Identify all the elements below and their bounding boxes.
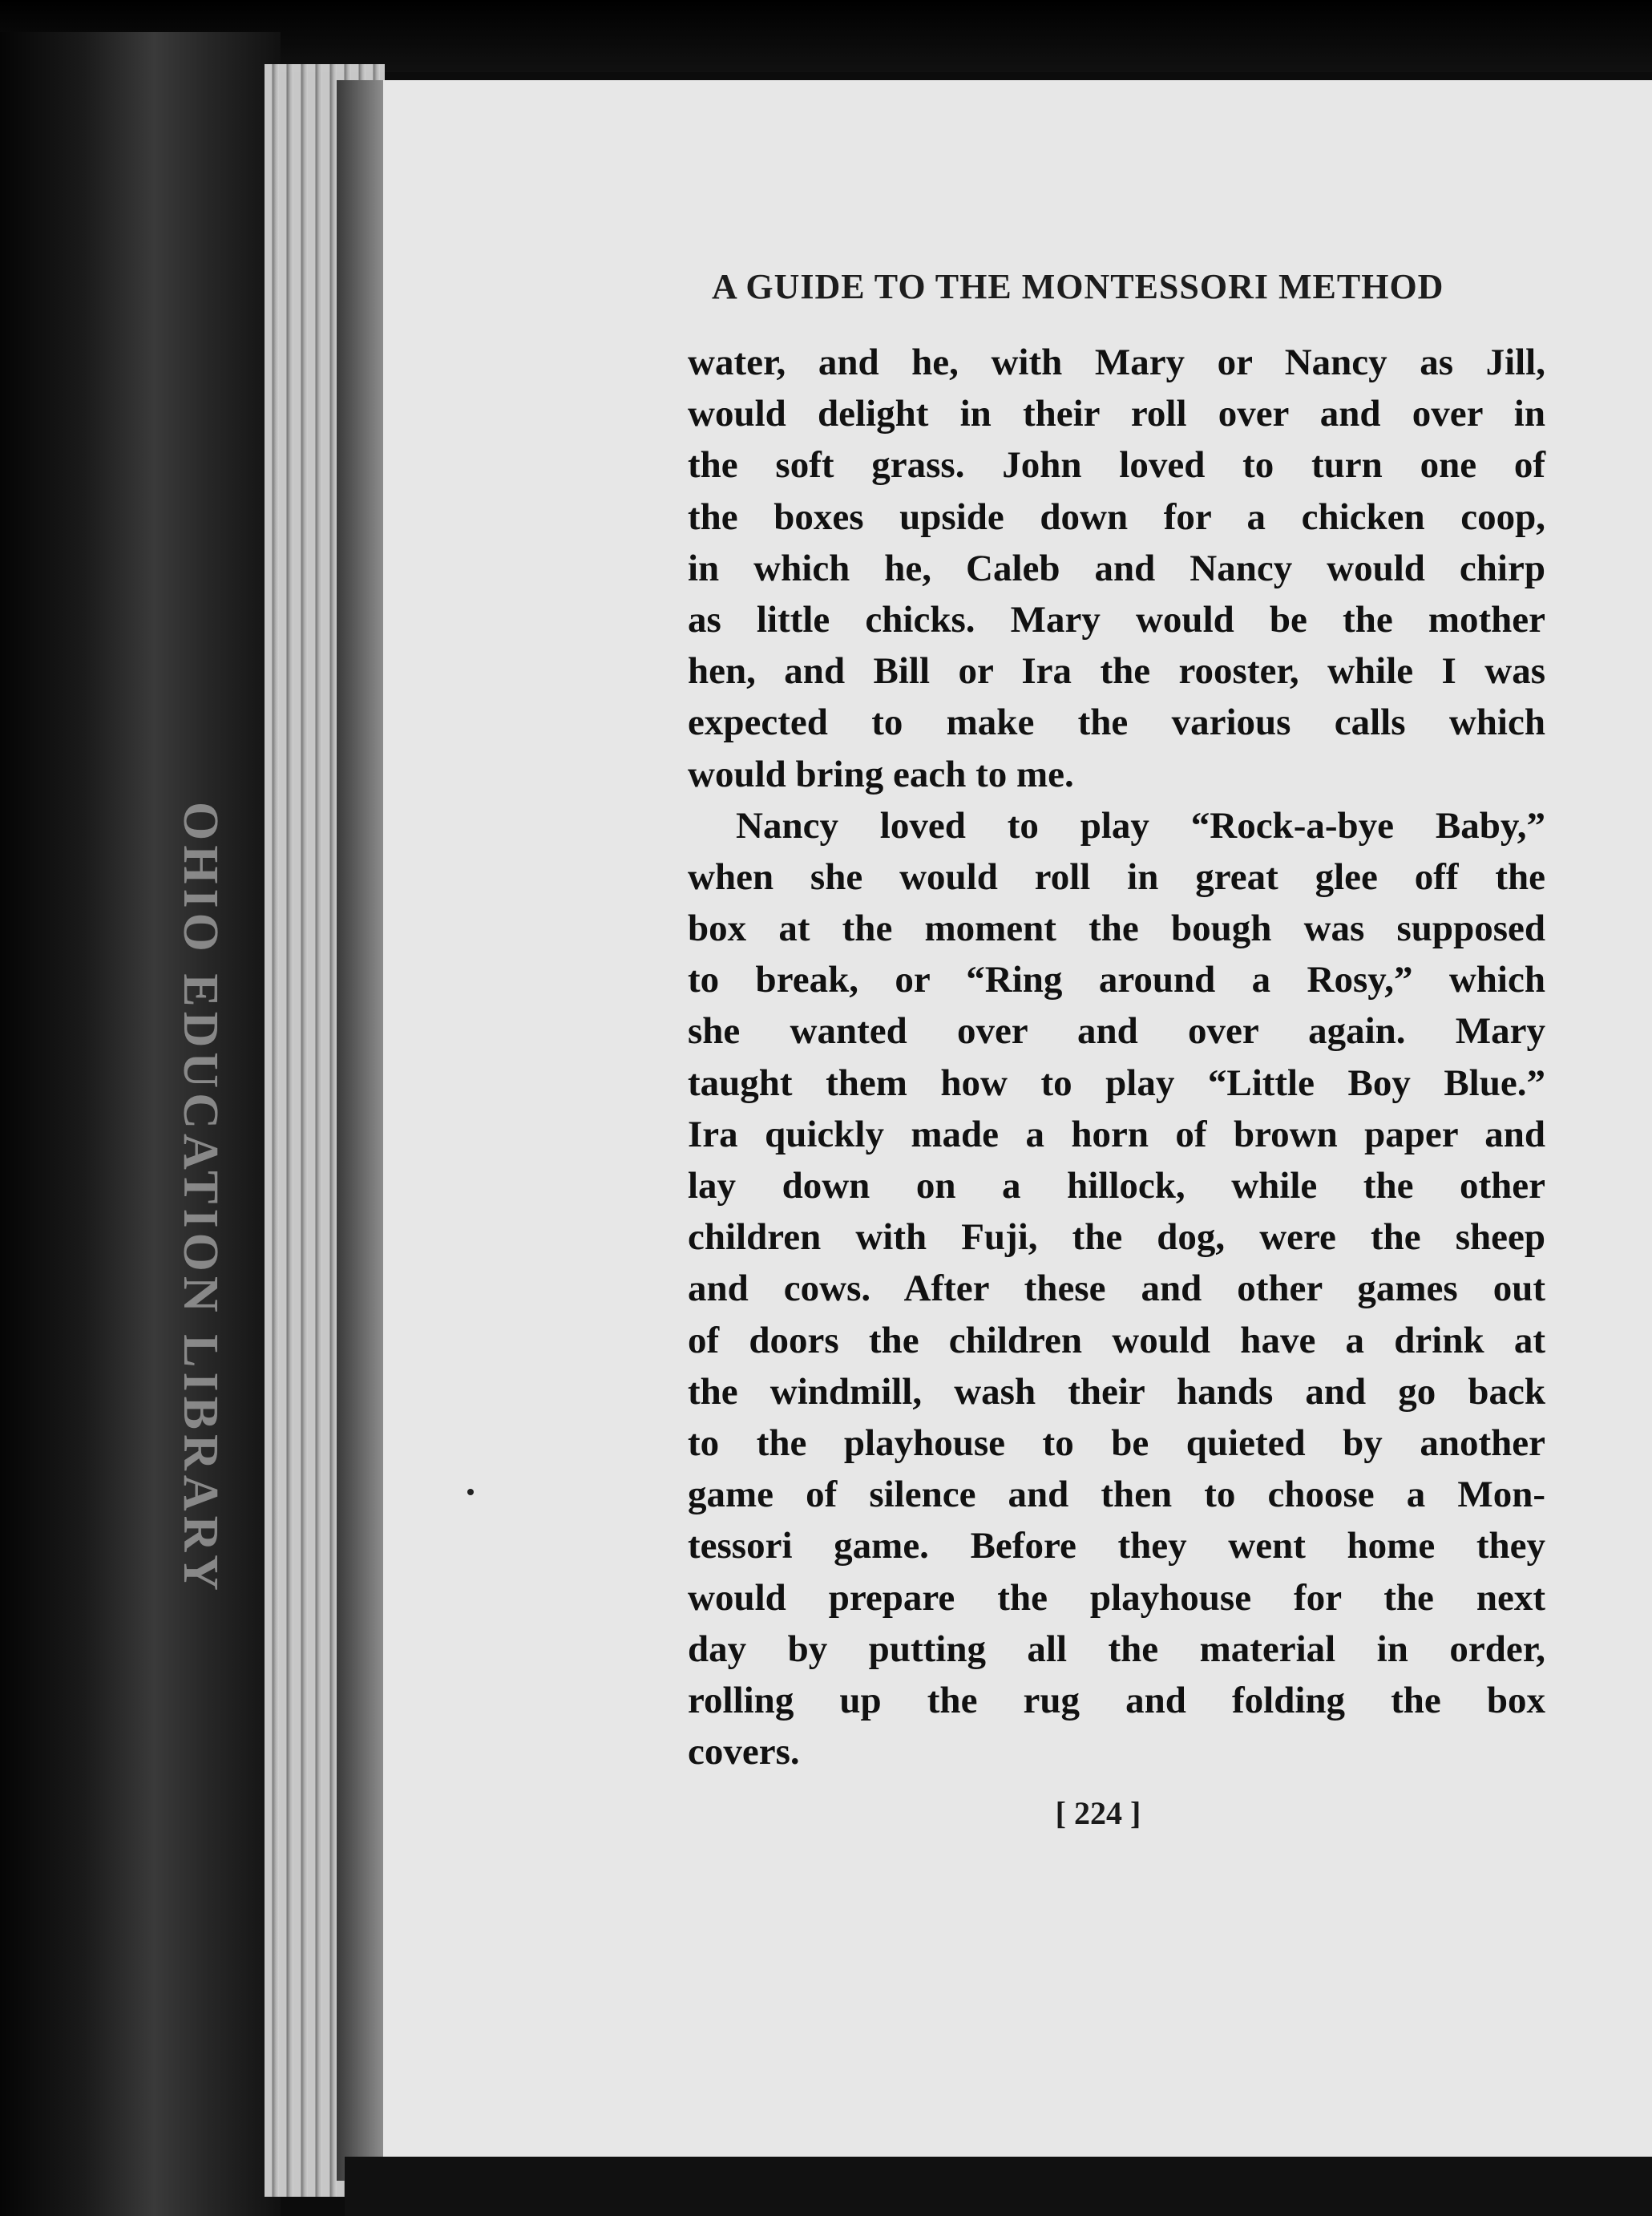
library-stamp <box>136 802 232 1684</box>
text-line: box at the moment the bough was supposed <box>688 908 1545 950</box>
text-line: Ira quickly made a horn of brown paper and <box>688 1113 1545 1155</box>
text-line: to break, or “Ring around a Rosy,” which <box>688 959 1545 1001</box>
text-line: and cows. After these and other games out <box>688 1268 1545 1310</box>
text-line: the soft grass. John loved to turn one of <box>688 444 1545 487</box>
text-line: of doors the children would have a drink at <box>688 1319 1545 1361</box>
margin-speck <box>467 1489 474 1495</box>
page-gutter-shade <box>337 80 385 2181</box>
text-line: tessori game. Before they went home they <box>688 1525 1545 1567</box>
text-line: the boxes upside down for a chicken coop, <box>688 495 1545 538</box>
text-line: hen, and Bill or Ira the rooster, while I was <box>688 650 1545 693</box>
page-number: [ 224 ] <box>1055 1795 1141 1831</box>
text-line: Nancy loved to play “Rock-a-bye Baby,” <box>736 804 1545 847</box>
text-line: game of silence and then to choose a Mon- <box>688 1474 1545 1516</box>
text-line: children with Fuji, the dog, were the sheep <box>688 1216 1545 1259</box>
text-line: would delight in their roll over and over in <box>688 393 1545 435</box>
text-line: day by putting all the material in order, <box>688 1628 1545 1670</box>
text-line: lay down on a hillock, while the other <box>688 1165 1545 1207</box>
text-line: water, and he, with Mary or Nancy as Jill, <box>688 342 1545 383</box>
text-line: expected to make the various calls which <box>688 702 1545 744</box>
library-stamp-text: OHIO EDUCATION LIBRARY <box>173 802 228 1595</box>
text-line: the windmill, wash their hands and go back <box>688 1370 1545 1413</box>
text-line: when she would roll in great glee off the <box>688 855 1545 898</box>
body-text <box>688 337 1545 1777</box>
text-line: covers. <box>688 1731 800 1773</box>
text-line: to the playhouse to be quieted by another <box>688 1421 1545 1464</box>
scan-bottom-shadow <box>345 2157 1652 2216</box>
book-spine <box>0 32 281 2216</box>
paragraph-1 <box>688 337 1545 800</box>
text-line: she wanted over and over again. Mary <box>688 1010 1545 1053</box>
text-line: would bring each to me. <box>688 753 1074 795</box>
running-head: A GUIDE TO THE MONTESSORI METHOD <box>712 267 1444 306</box>
text-line: in which he, Caleb and Nancy would chirp <box>688 547 1545 589</box>
text-line: as little chicks. Mary would be the mother <box>688 598 1545 641</box>
text-line: rolling up the rug and folding the box <box>688 1679 1545 1721</box>
text-line: taught them how to play “Little Boy Blue.” <box>688 1061 1545 1104</box>
paragraph-2 <box>688 800 1545 1778</box>
text-line: would prepare the playhouse for the next <box>688 1576 1545 1619</box>
